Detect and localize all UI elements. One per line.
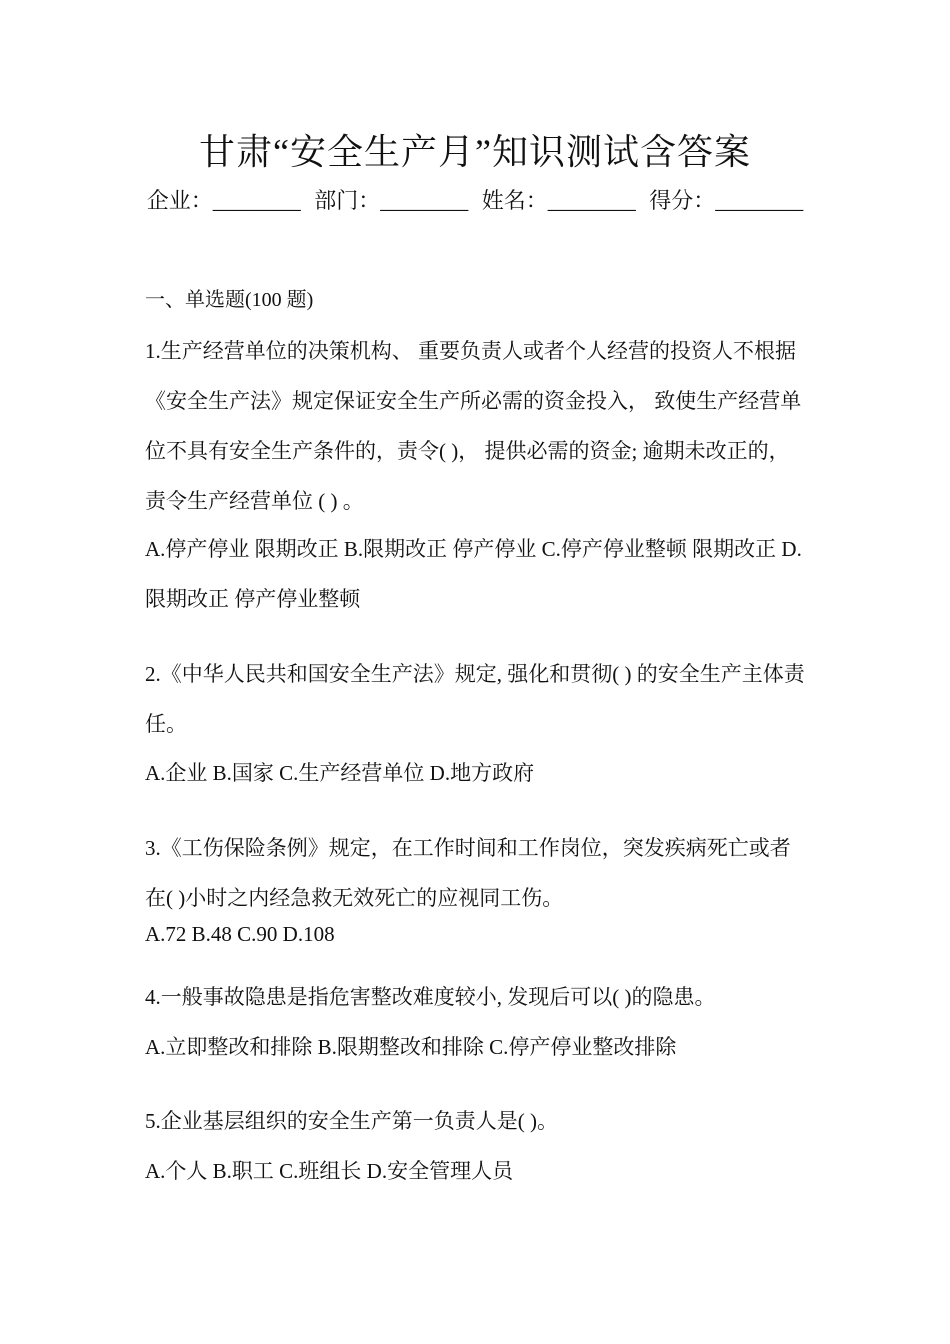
question-5-stem: 5.企业基层组织的安全生产第一负责人是( )。 [145,1109,558,1133]
question-3-options: A.72 B.48 C.90 D.108 [145,922,335,946]
question-4-options: A.立即整改和排除 B.限期整改和排除 C.停产停业整改排除 [145,1035,677,1059]
question-3-stem: 3.《工伤保险条例》规定，在工作时间和工作岗位，突发疾病死亡或者在( )小时之内经急救无效死亡的应视同工伤。 [145,836,791,910]
question-4-stem: 4.一般事故隐患是指危害整改难度较小, 发现后可以( )的隐患。 [145,985,716,1009]
score-field: 得分：________ [649,188,804,213]
name-field: 姓名：________ [481,188,636,213]
question-2-stem: 2.《中华人民共和国安全生产法》规定, 强化和贯彻( ) 的安全生产主体责任。 [145,662,805,736]
info-fields-row [0,186,950,216]
question-2-options: A.企业 B.国家 C.生产经营单位 D.地方政府 [145,761,535,785]
section-heading: 一、单选题(100 题) [145,289,314,311]
document-title: 甘肃“安全生产月”知识测试含答案 [199,132,751,172]
question-1-options: A.停产停业 限期改正 B.限期改正 停产停业 C.停产停业整顿 限期改正 D.限期改正 停产停业整顿 [145,537,802,611]
company-field: 企业：________ [146,188,301,213]
department-field: 部门：________ [314,188,469,213]
question-5-options: A.个人 B.职工 C.班组长 D.安全管理人员 [145,1159,514,1183]
question-1-stem: 1.生产经营单位的决策机构、 重要负责人或者个人经营的投资人不根据《安全生产法》规定保证安全生产所必需的资金投入， 致使生产经营单位不具有安全生产条件的，责令( )， 提供必需的资金; 逾期未改正的，责令生产经营单位 ( ) 。 [145,339,802,513]
